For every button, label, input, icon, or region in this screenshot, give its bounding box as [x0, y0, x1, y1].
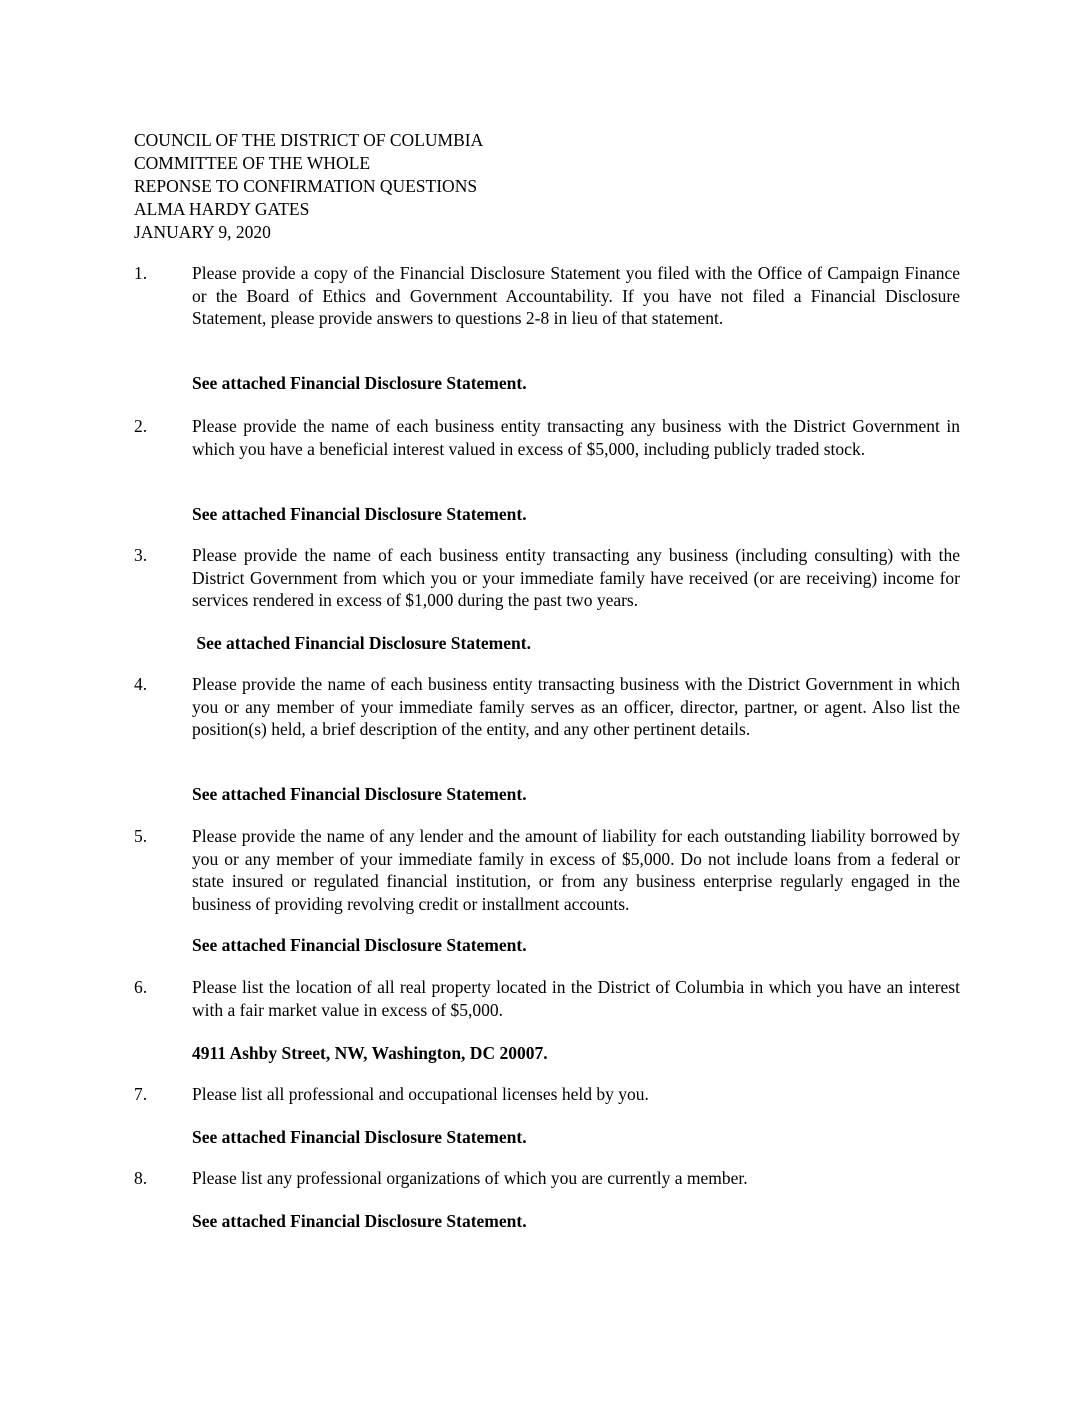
answer-3: See attached Financial Disclosure Statement.: [192, 633, 531, 653]
question-number: 3.: [134, 545, 148, 565]
answer-1: See attached Financial Disclosure Statement.: [192, 373, 527, 393]
question-text: Please provide the name of each business entity transacting any business (including consulting) with the District Government from which you or your immediate family have received (or are receiving) income for services rendered in excess of $1,000 during the past two years.: [192, 545, 960, 610]
header-document-title: REPONSE TO CONFIRMATION QUESTIONS: [134, 176, 478, 196]
answer-4: See attached Financial Disclosure Statement.: [192, 784, 527, 804]
answer-7: See attached Financial Disclosure Statement.: [192, 1127, 527, 1147]
header-date: JANUARY 9, 2020: [134, 222, 271, 242]
header-council: COUNCIL OF THE DISTRICT OF COLUMBIA: [134, 130, 484, 150]
question-text: Please provide the name of any lender and the amount of liability for each outstanding liability borrowed by you or any member of your immediate family in excess of $5,000. Do not include loans from a federal or state insured or regulated financial institution, or from any business enterprise regularly engaged in the business of providing revolving credit or installment accounts.: [192, 826, 960, 914]
header-nominee-name: ALMA HARDY GATES: [134, 199, 310, 219]
question-number: 2.: [134, 416, 148, 436]
question-text: Please provide a copy of the Financial Disclosure Statement you filed with the Office of Campaign Finance or the Board of Ethics and Government Accountability. If you have not filed a Financial Disclosure Statement, please provide answers to questions 2-8 in lieu of that statement.: [192, 263, 960, 328]
question-number: 8.: [134, 1168, 148, 1188]
question-number: 6.: [134, 977, 148, 997]
question-text: Please list any professional organizations of which you are currently a member.: [192, 1168, 748, 1188]
question-text: Please list the location of all real property located in the District of Columbia in which you have an interest with a fair market value in excess of $5,000.: [192, 977, 960, 1020]
answer-6: 4911 Ashby Street, NW, Washington, DC 20007.: [192, 1043, 548, 1063]
question-text: Please provide the name of each business entity transacting any business with the District Government in which you have a beneficial interest valued in excess of $5,000, including publicly traded stock.: [192, 416, 960, 459]
question-text: Please list all professional and occupational licenses held by you.: [192, 1084, 649, 1104]
question-number: 1.: [134, 263, 148, 283]
answer-2: See attached Financial Disclosure Statement.: [192, 504, 527, 524]
answer-5: See attached Financial Disclosure Statement.: [192, 935, 527, 955]
question-number: 4.: [134, 674, 148, 694]
answer-8: See attached Financial Disclosure Statement.: [192, 1211, 527, 1231]
question-text: Please provide the name of each business entity transacting business with the District Government in which you or any member of your immediate family serves as an officer, director, partner, or agent. Also list the position(s) held, a brief description of the entity, and any other pertinent details.: [192, 674, 960, 739]
question-number: 5.: [134, 826, 148, 846]
header-committee: COMMITTEE OF THE WHOLE: [134, 153, 371, 173]
document-header: [134, 129, 483, 244]
question-number: 7.: [134, 1084, 148, 1104]
